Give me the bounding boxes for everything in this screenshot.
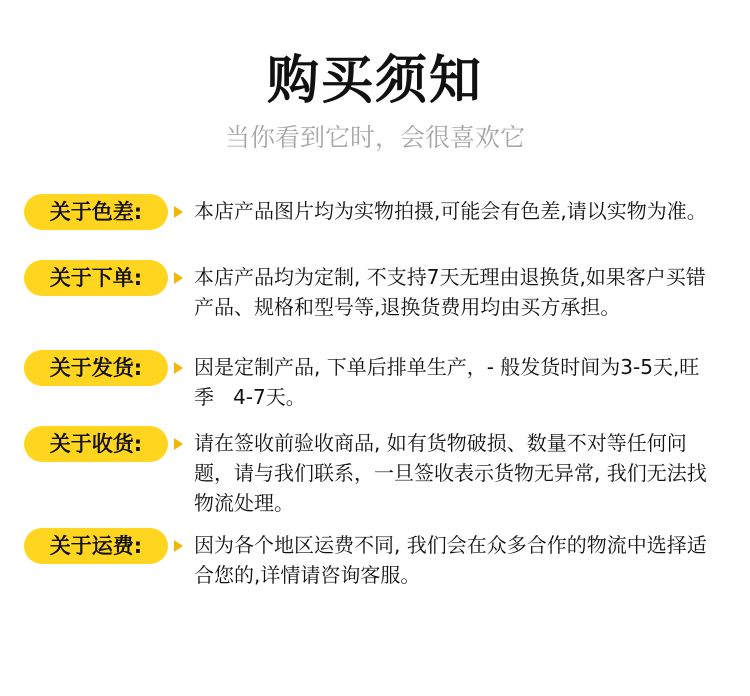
section-label: 关于色差: (24, 194, 168, 230)
arrow-icon (174, 540, 183, 552)
page-subtitle: 当你看到它时，会很喜欢它 (224, 123, 525, 152)
arrow-icon (174, 272, 183, 284)
section-label: 关于发货: (24, 350, 168, 386)
arrow-icon (174, 206, 183, 218)
section-text: 因为各个地区运费不同, 我们会在众多合作的物流中选择适合您的,详情请咨询客服。 (194, 533, 707, 587)
section-label: 关于运费: (24, 528, 168, 564)
section-label: 关于收货: (24, 426, 168, 462)
section-text: 请在签收前验收商品, 如有货物破损、数量不对等任何问题，请与我们联系，一旦签收表示货物无异常, 我们无法找物流处理。 (194, 431, 707, 515)
section-text: 本店产品均为定制, 不支持7天无理由退换货,如果客户买错产品、规格和型号等,退换货费用均由买方承担。 (194, 265, 706, 319)
page-title: 购买须知 (266, 51, 483, 111)
section-text: 本店产品图片均为实物拍摄,可能会有色差,请以实物为准。 (194, 199, 707, 223)
arrow-icon (174, 362, 183, 374)
section-text: 因是定制产品, 下单后排单生产，- 般发货时间为3-5天,旺季 4-7天。 (194, 355, 700, 409)
section-label: 关于下单: (24, 260, 168, 296)
arrow-icon (174, 438, 183, 450)
